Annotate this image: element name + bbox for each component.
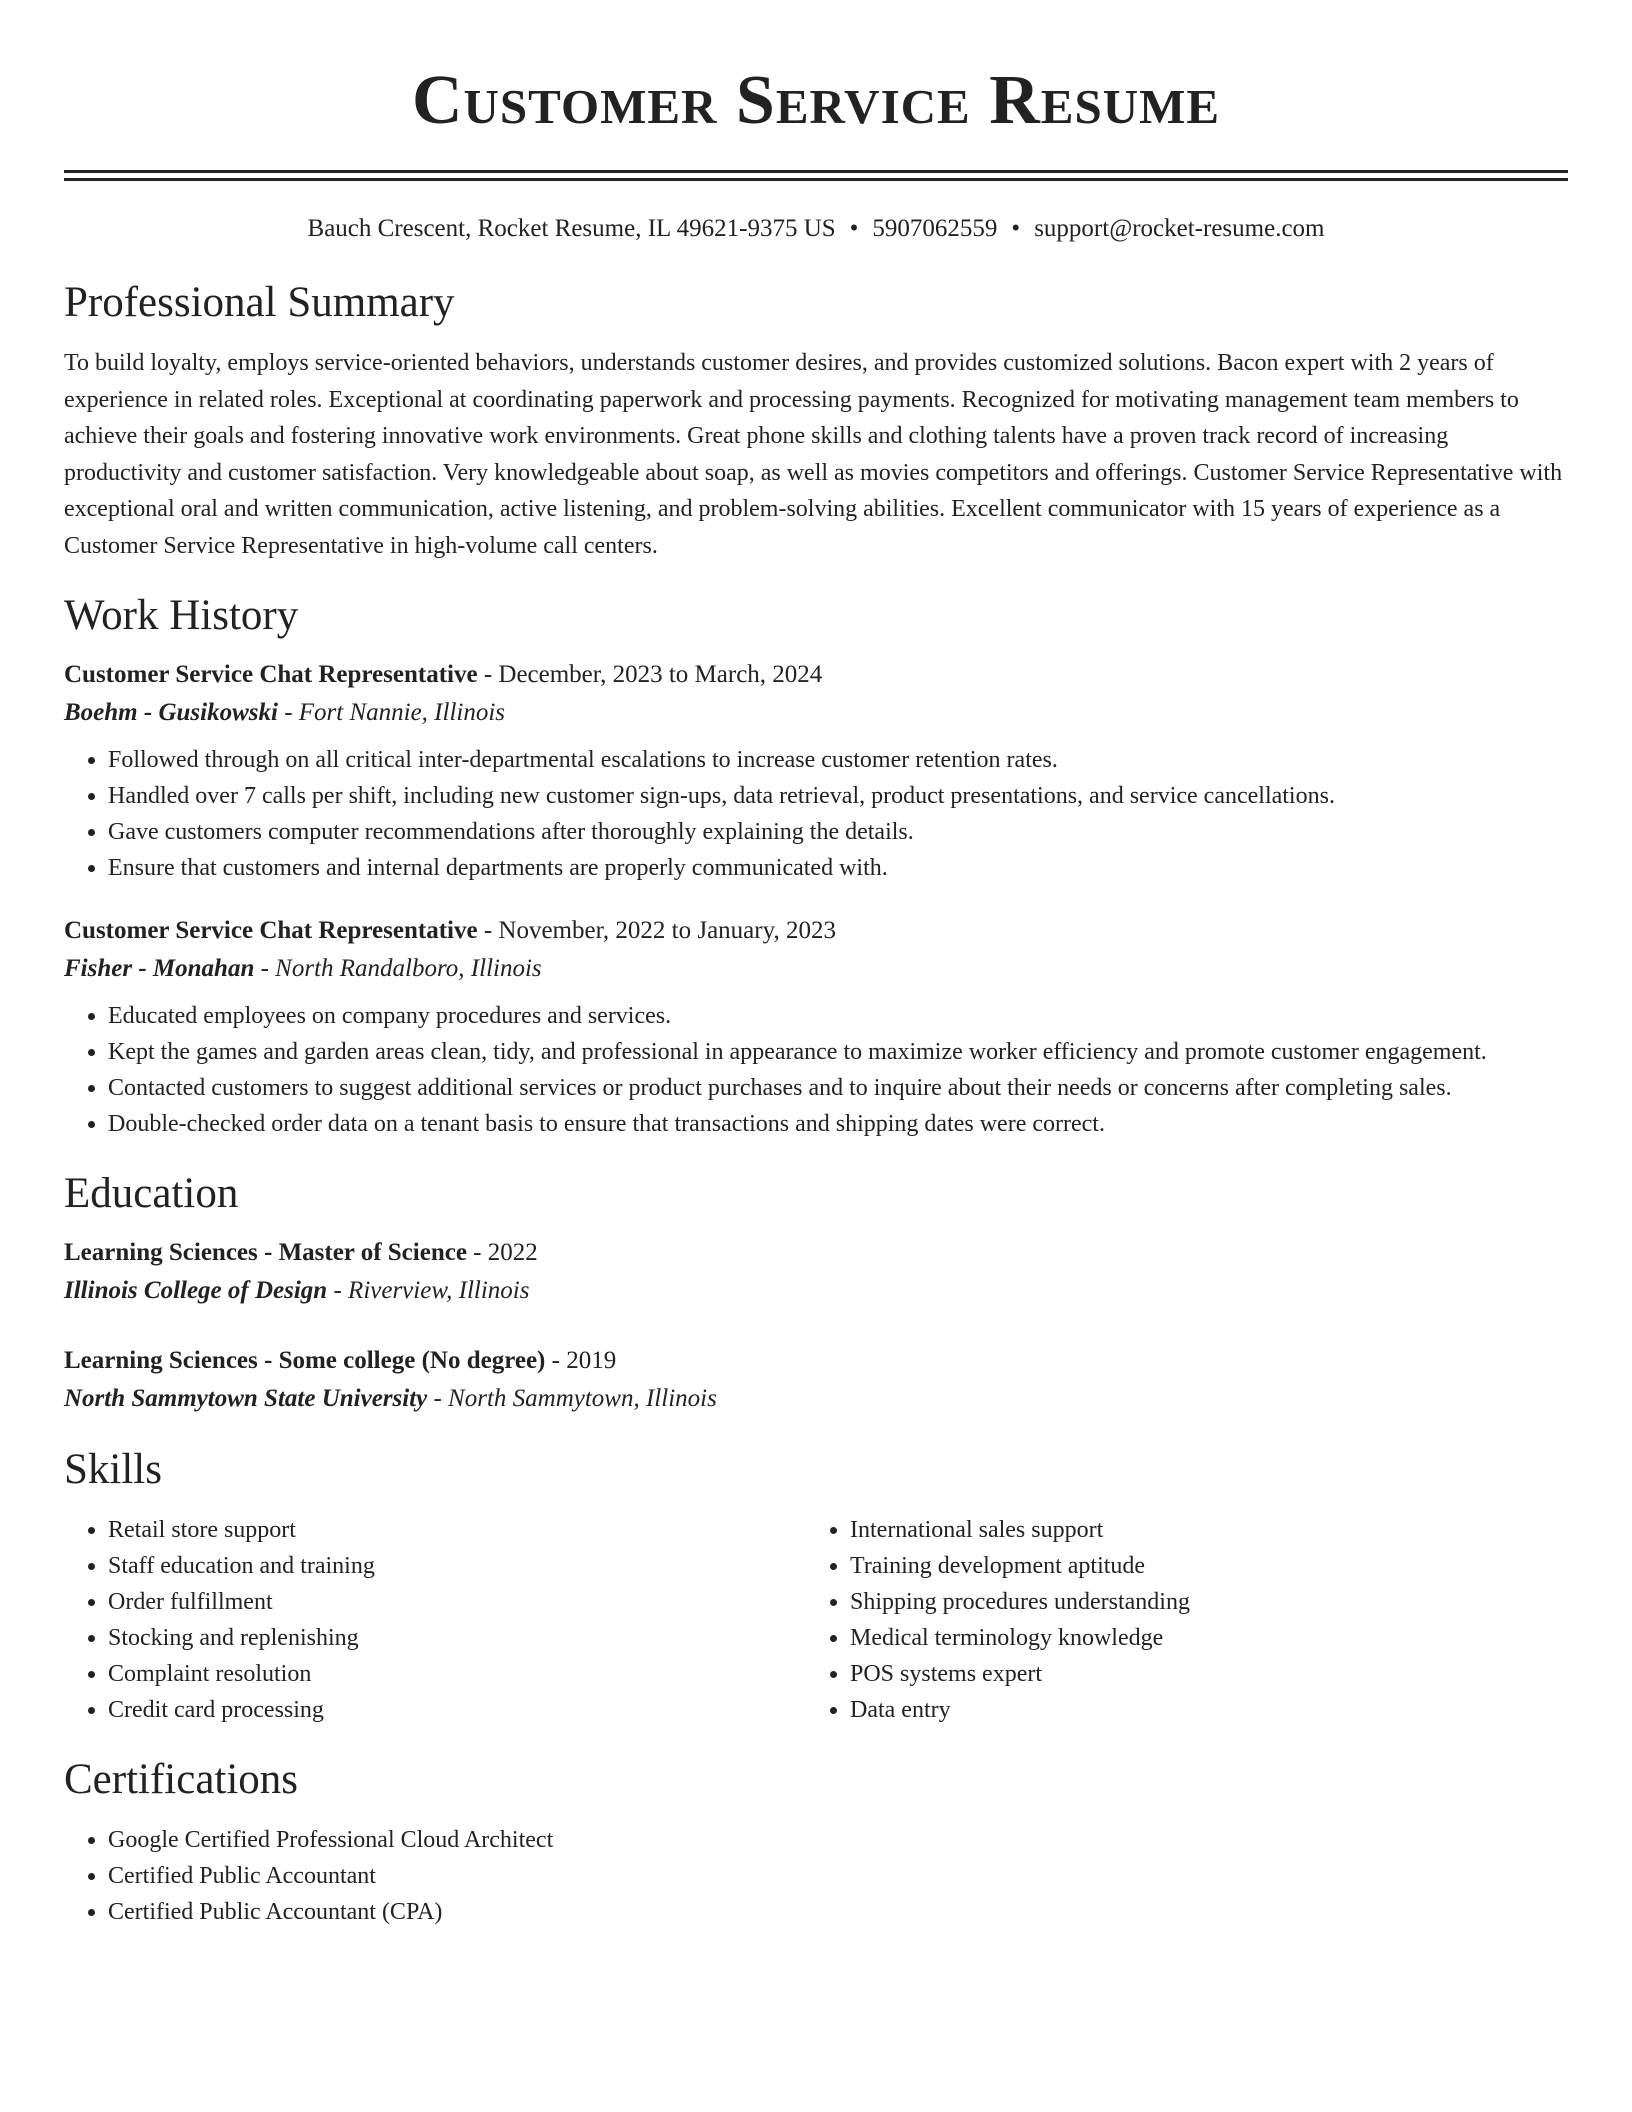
job-entry <box>64 656 1568 886</box>
education-location: - Riverview, Illinois <box>327 1277 530 1304</box>
education-degree-line <box>64 1234 1568 1272</box>
summary-section <box>64 275 1568 564</box>
summary-text: To build loyalty, employs service-oriented behaviors, understands customer desires, and provides customized solutions. Bacon expert with 2 years of experience in related roles. Exceptional at coordinating paperwork and processing payments. Recognized for motivating management team members to achieve their goals and fostering innovative work environments. Great phone skills and clothing talents have a proven track record of increasing productivity and customer satisfaction. Very knowledgeable about soap, as well as movies competitors and offerings. Customer Service Representative with exceptional oral and written communication, active listening, and problem-solving abilities. Excellent communicator with 15 years of experience as a Customer Service Representative in high-volume call centers. <box>64 350 1563 559</box>
job-bullet: • Contacted customers to suggest additional services or product purchases and to inquire about their needs or concerns after completing sales. <box>108 1070 1568 1106</box>
skill-item: • POS systems expert <box>850 1656 1548 1692</box>
education-section <box>64 1166 1568 1418</box>
education-degree: Learning Sciences - Some college (No degree) <box>64 1347 546 1374</box>
job-company-line <box>64 694 1568 732</box>
education-degree: Learning Sciences - Master of Science <box>64 1239 467 1266</box>
education-school-line <box>64 1380 1568 1418</box>
skills-section <box>64 1442 1568 1728</box>
contact-separator: • <box>849 215 859 242</box>
skills-list-right <box>806 1512 1548 1728</box>
skill-item: • Order fulfillment <box>108 1584 806 1620</box>
education-heading: Education <box>64 1170 239 1217</box>
education-school: Illinois College of Design <box>64 1277 328 1304</box>
contact-email: support@rocket-resume.com <box>1034 215 1325 242</box>
job-role-line <box>64 912 1568 950</box>
certification-item: • Certified Public Accountant <box>108 1858 1568 1894</box>
skill-item: • Retail store support <box>108 1512 806 1548</box>
education-entry <box>64 1342 1568 1418</box>
job-bullet: • Handled over 7 calls per shift, including new customer sign-ups, data retrieval, product presentations, and service cancellations. <box>108 778 1568 814</box>
job-bullet: • Ensure that customers and internal departments are properly communicated with. <box>108 850 1568 886</box>
skill-item: • Data entry <box>850 1692 1548 1728</box>
title-double-rule <box>64 170 1568 181</box>
job-company: Boehm - Gusikowski <box>64 699 278 726</box>
education-school-line <box>64 1272 1568 1310</box>
summary-heading: Professional Summary <box>64 279 455 326</box>
job-bullets <box>64 998 1568 1142</box>
contact-line <box>64 211 1568 247</box>
education-school: North Sammytown State University <box>64 1385 428 1412</box>
skill-item: • Training development aptitude <box>850 1548 1548 1584</box>
skill-item: • Medical terminology knowledge <box>850 1620 1548 1656</box>
education-year: - 2022 <box>466 1239 538 1266</box>
skill-item: • Complaint resolution <box>108 1656 806 1692</box>
job-entry <box>64 912 1568 1142</box>
education-entry <box>64 1234 1568 1310</box>
job-location: - North Randalboro, Illinois <box>254 955 542 982</box>
job-company-line <box>64 950 1568 988</box>
certifications-heading: Certifications <box>64 1756 299 1803</box>
certifications-list <box>64 1822 1568 1930</box>
job-bullet: • Double-checked order data on a tenant basis to ensure that transactions and shipping dates were correct. <box>108 1106 1568 1142</box>
job-title: Customer Service Chat Representative <box>64 661 478 688</box>
job-company: Fisher - Monahan <box>64 955 255 982</box>
job-bullet: • Kept the games and garden areas clean, tidy, and professional in appearance to maximize worker efficiency and promote customer engagement. <box>108 1034 1568 1070</box>
job-title: Customer Service Chat Representative <box>64 917 478 944</box>
certification-item: • Google Certified Professional Cloud Architect <box>108 1822 1568 1858</box>
skills-list-left <box>64 1512 806 1728</box>
contact-address: Bauch Crescent, Rocket Resume, IL 49621-9375 US <box>307 215 836 242</box>
contact-phone: 5907062559 <box>872 215 998 242</box>
skill-item: • Credit card processing <box>108 1692 806 1728</box>
skills-heading: Skills <box>64 1446 162 1493</box>
job-bullet: • Gave customers computer recommendations after thoroughly explaining the details. <box>108 814 1568 850</box>
work-history-heading: Work History <box>64 592 299 639</box>
job-dates: - November, 2022 to January, 2023 <box>477 917 836 944</box>
skill-item: • Shipping procedures understanding <box>850 1584 1548 1620</box>
certifications-section <box>64 1752 1568 1930</box>
education-year: - 2019 <box>545 1347 617 1374</box>
job-bullet: • Educated employees on company procedures and services. <box>108 998 1568 1034</box>
skills-columns <box>64 1512 1568 1728</box>
education-location: - North Sammytown, Illinois <box>427 1385 717 1412</box>
certification-item: • Certified Public Accountant (CPA) <box>108 1894 1568 1930</box>
contact-separator: • <box>1011 215 1021 242</box>
work-history-section <box>64 588 1568 1142</box>
job-dates: - December, 2023 to March, 2024 <box>477 661 823 688</box>
education-degree-line <box>64 1342 1568 1380</box>
job-role-line <box>64 656 1568 694</box>
job-location: - Fort Nannie, Illinois <box>277 699 506 726</box>
skill-item: • Staff education and training <box>108 1548 806 1584</box>
skill-item: • International sales support <box>850 1512 1548 1548</box>
job-bullets <box>64 742 1568 886</box>
skill-item: • Stocking and replenishing <box>108 1620 806 1656</box>
resume-title: Customer Service Resume <box>411 62 1221 139</box>
job-bullet: • Followed through on all critical inter-departmental escalations to increase customer retention rates. <box>108 742 1568 778</box>
